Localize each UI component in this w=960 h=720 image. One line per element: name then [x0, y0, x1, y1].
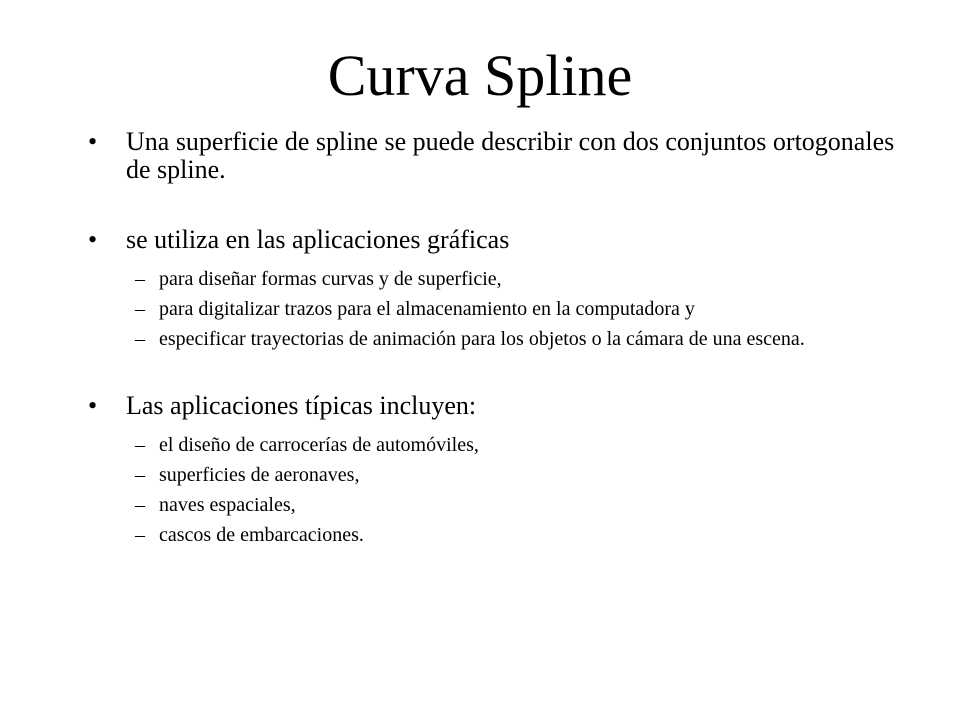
sub-item-text: especificar trayectorias de animación para los objetos o la cámara de una escena.: [159, 328, 805, 350]
sub-item-text: para diseñar formas curvas y de superficie,: [159, 268, 502, 290]
bullet-mark: •: [88, 391, 98, 420]
sub-item-text: cascos de embarcaciones.: [159, 524, 364, 546]
dash-mark: –: [135, 328, 145, 350]
dash-mark: –: [135, 434, 145, 456]
sub-item-text: para digitalizar trazos para el almacenamiento en la computadora y: [159, 298, 695, 320]
bullet-text: se utiliza en las aplicaciones gráficas: [126, 225, 510, 254]
sub-item-text: el diseño de carrocerías de automóviles,: [159, 434, 479, 456]
sub-item: [88, 494, 908, 516]
dash-mark: –: [135, 524, 145, 546]
bullet-list: [88, 128, 908, 546]
sub-item: [88, 524, 908, 546]
bullet-mark: •: [88, 127, 98, 156]
sub-item: [88, 268, 908, 290]
bullet-text: Una superficie de spline se puede describir con dos conjuntos ortogonales de spline.: [126, 127, 895, 184]
sub-item: [88, 464, 908, 486]
bullet-item: [88, 128, 908, 184]
bullet-item: [88, 226, 908, 254]
dash-mark: –: [135, 298, 145, 320]
bullet-text: Las aplicaciones típicas incluyen:: [126, 391, 477, 420]
sub-item: [88, 434, 908, 456]
dash-mark: –: [135, 494, 145, 516]
sub-item-text: naves espaciales,: [159, 494, 296, 516]
sub-item: [88, 328, 908, 350]
sub-item-text: superficies de aeronaves,: [159, 464, 360, 486]
dash-mark: –: [135, 464, 145, 486]
sub-item: [88, 298, 908, 320]
bullet-item: [88, 392, 908, 420]
dash-mark: –: [135, 268, 145, 290]
slide-title: Curva Spline: [327, 43, 633, 108]
bullet-mark: •: [88, 225, 98, 254]
